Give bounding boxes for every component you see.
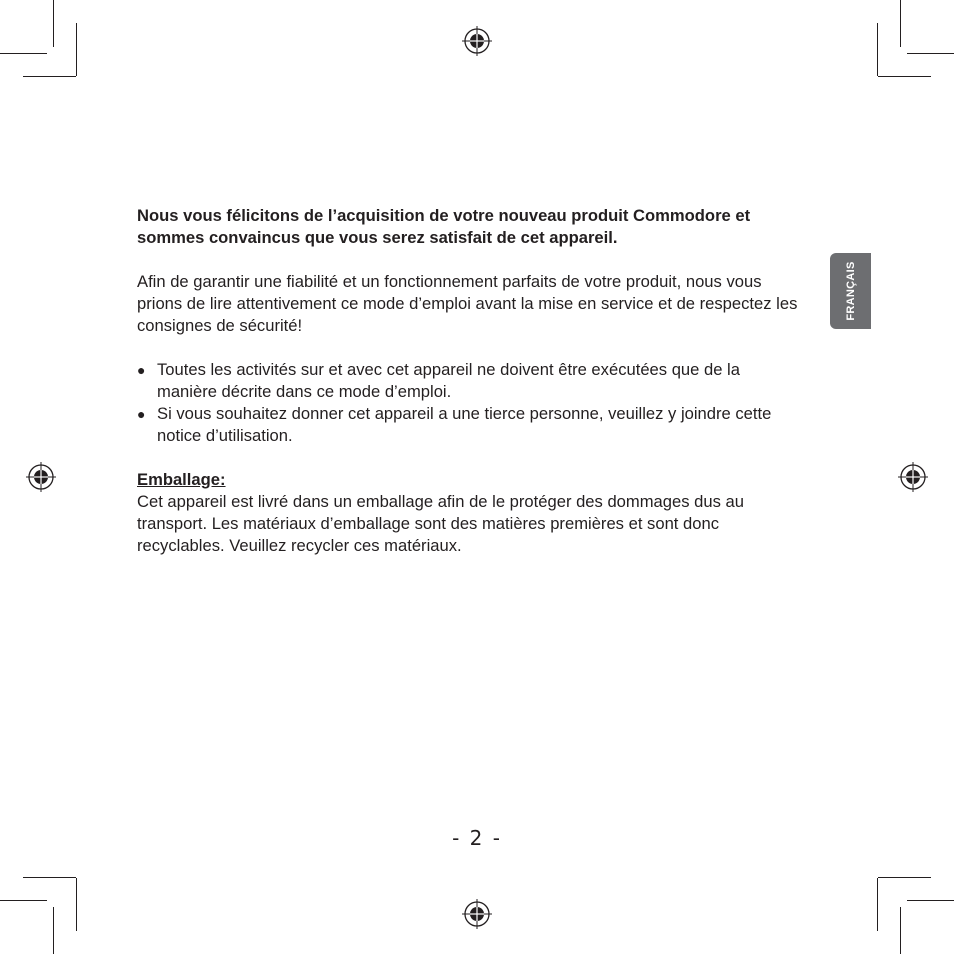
packaging-text: Cet appareil est livré dans un emballage afin de le protéger des dommages dus au transport. Les matériaux d’emballage sont des matières premières et sont donc recyclables. Veuillez recycler ces matériaux. [137,492,744,555]
page-number: - 2 - [452,826,502,850]
registration-mark-icon [462,26,492,56]
list-item-text: Si vous souhaitez donner cet appareil a une tierce personne, veuillez y joindre cette notice d’utilisation. [157,404,772,445]
crop-mark [878,877,931,878]
registration-mark-icon [462,899,492,929]
packaging-heading: Emballage: [137,470,226,489]
crop-mark [53,0,54,47]
crop-mark [900,907,901,954]
safety-list [137,359,802,447]
crop-mark [53,907,54,954]
crop-mark [907,900,954,901]
crop-mark [907,53,954,54]
crop-mark [0,900,47,901]
bullet-icon: ● [137,406,146,422]
bullet-icon: ● [137,362,146,378]
language-tab-label: FRANÇAIS [844,261,857,321]
manual-content [137,205,802,557]
crop-mark [23,877,76,878]
registration-mark-icon [26,462,56,492]
crop-mark [23,76,76,77]
crop-mark [76,23,77,76]
registration-mark-icon [898,462,928,492]
crop-mark [900,0,901,47]
crop-mark [877,23,878,76]
crop-mark [878,76,931,77]
list-item [137,359,802,403]
crop-mark [877,878,878,931]
crop-mark [76,878,77,931]
crop-mark [0,53,47,54]
instructions-paragraph: Afin de garantir une fiabilité et un fonctionnement parfaits de votre produit, nous vous prions de lire attentivement ce mode d’emploi avant la mise en service et de respectez les consignes de sécurité! [137,272,798,335]
language-tab [830,253,871,329]
intro-text: Nous vous félicitons de l’acquisition de votre nouveau produit Commodore et sommes convaincus que vous serez satisfait de cet appareil. [137,206,751,247]
list-item [137,403,802,447]
list-item-text: Toutes les activités sur et avec cet appareil ne doivent être exécutées que de la manière décrite dans ce mode d’emploi. [157,360,740,401]
